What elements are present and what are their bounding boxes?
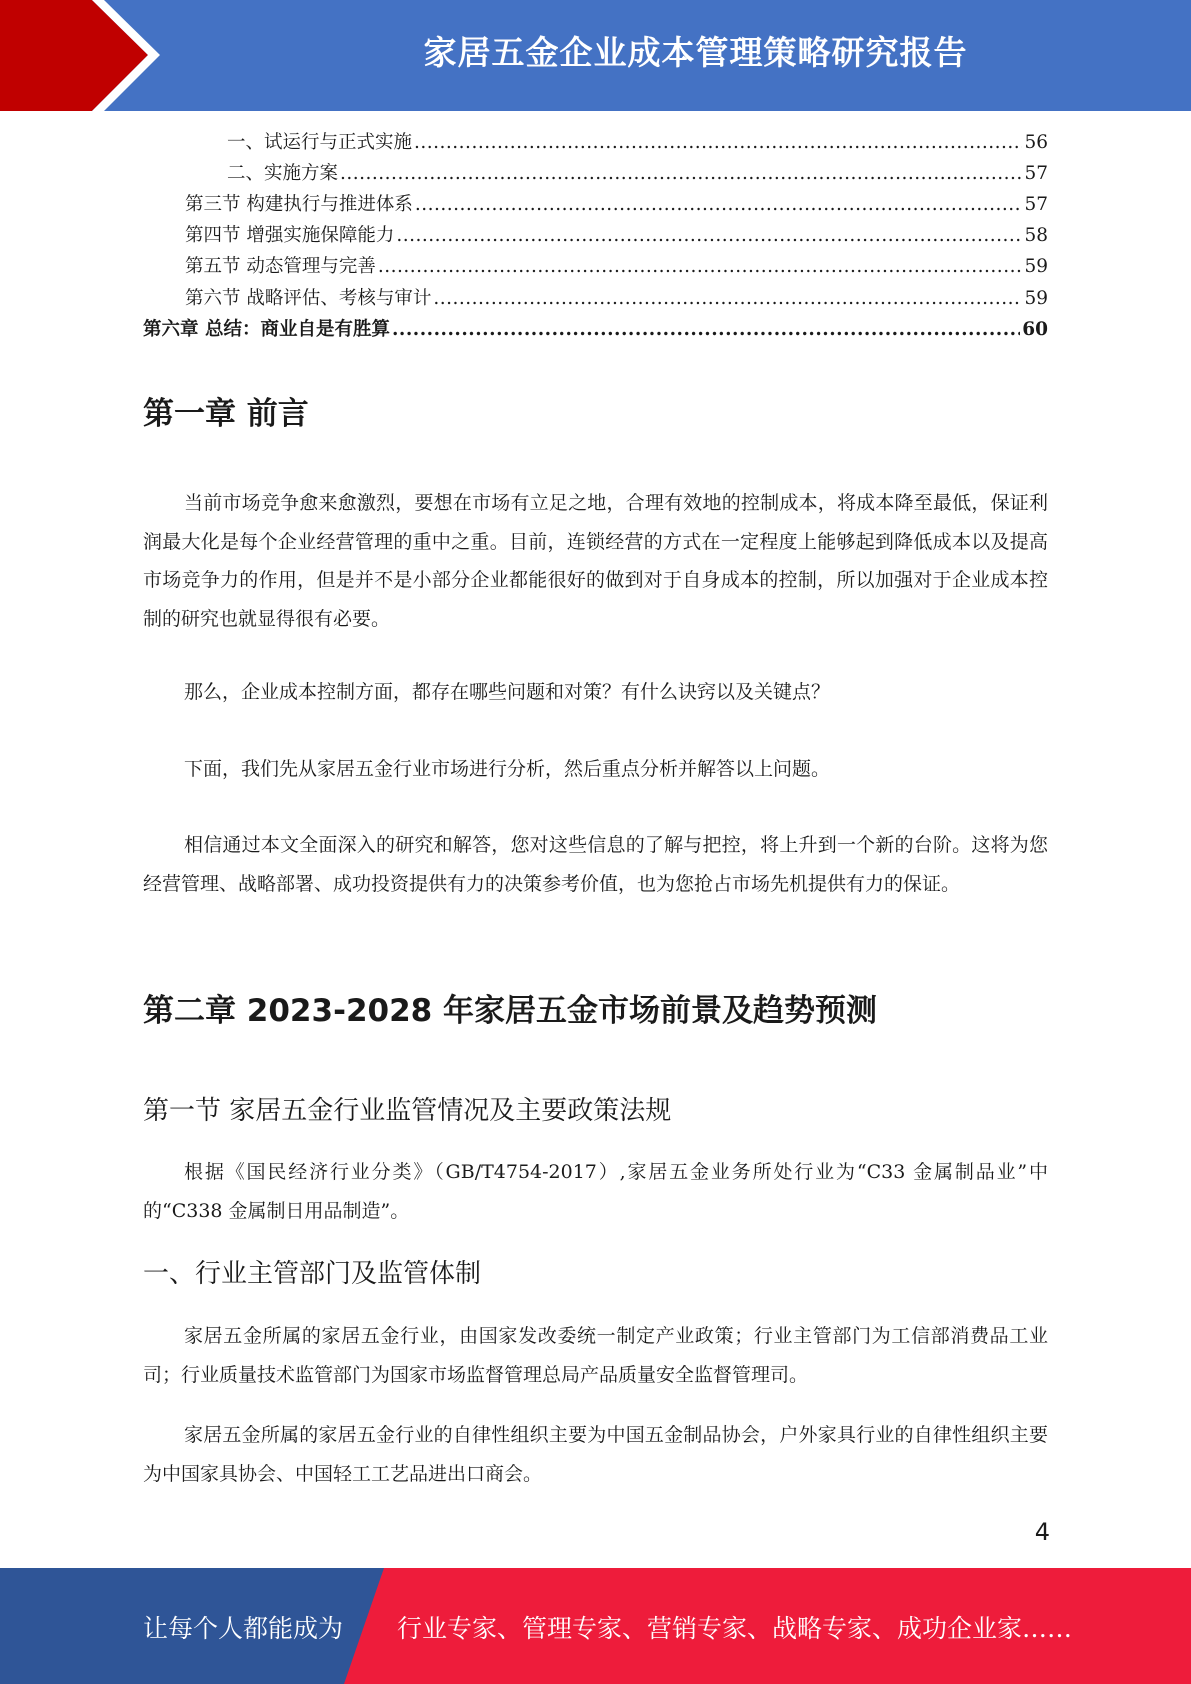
footer-slogan-right: 行业专家、管理专家、营销专家、战略专家、成功企业家……: [397, 1614, 1073, 1643]
header-title: 家居五金企业成本管理策略研究报告: [423, 33, 968, 72]
paragraph: 当前市场竞争愈来愈激烈，要想在市场有立足之地，合理有效地的控制成本，将成本降至最低，保证利润最大化是每个企业经营管理的重中之重。目前，连锁经营的方式在一定程度上能够起到降低成本以及提高市场竞争力的作用，但是并不是小部分企业都能很好的做到对于自身成本的控制，所以加强对于企业成本控制的研究也就显得很有必要。: [143, 492, 1048, 630]
toc-entry[interactable]: [143, 285, 1048, 313]
toc-entry-title: 第六章 总结：商业自是有胜算: [143, 319, 390, 340]
paragraph: 相信通过本文全面深入的研究和解答，您对这些信息的了解与把控，将上升到一个新的台阶。这将为您经营管理、战略部署、成功投资提供有力的决策参考价值，也为您抢占市场先机提供有力的保证。: [143, 834, 1048, 895]
toc-entry[interactable]: [143, 160, 1048, 188]
paragraph: 家居五金所属的家居五金行业的自律性组织主要为中国五金制品协会，户外家具行业的自律性组织主要为中国家具协会、中国轻工工艺品进出口商会。: [143, 1424, 1048, 1485]
footer-slogan-left: 让每个人都能成为: [143, 1614, 344, 1643]
toc-entry-title: 第五节 动态管理与完善: [185, 256, 376, 277]
toc-entry-page: 60: [1022, 319, 1048, 340]
toc-entry-page: 59: [1024, 256, 1048, 277]
chapter-heading: 第二章 2023-2028 年家居五金市场前景及趋势预测: [143, 993, 878, 1029]
page-number: 4: [1034, 1518, 1050, 1546]
page-header: [0, 0, 1191, 111]
toc-entry-title: 第四节 增强实施保障能力: [185, 225, 395, 246]
paragraph: 下面，我们先从家居五金行业市场进行分析，然后重点分析并解答以上问题。: [184, 758, 831, 780]
toc-entry[interactable]: [143, 129, 1048, 157]
toc-entry-page: 57: [1024, 163, 1048, 184]
section-heading: 第一节 家居五金行业监管情况及主要政策法规: [143, 1096, 672, 1126]
toc-entry[interactable]: [143, 222, 1048, 250]
chapter-heading: 第一章 前言: [143, 396, 309, 432]
subsection-heading: 一、行业主管部门及监管体制: [143, 1259, 482, 1289]
toc-entry[interactable]: [143, 253, 1048, 281]
toc-entry-title: 第三节 构建执行与推进体系: [185, 194, 413, 215]
paragraph: 那么，企业成本控制方面，都存在哪些问题和对策？有什么诀窍以及关键点？: [184, 681, 831, 703]
page-footer: [0, 1568, 1191, 1684]
toc-entry-page: 58: [1024, 225, 1048, 246]
toc-entry-title: 二、实施方案: [227, 163, 339, 184]
toc-entry[interactable]: [143, 191, 1048, 219]
paragraph: 根据《国民经济行业分类》（GB/T4754-2017）,家居五金业务所处行业为“C33 金属制品业”中的“C338 金属制日用品制造”。: [143, 1161, 1048, 1222]
paragraph: 家居五金所属的家居五金行业，由国家发改委统一制定产业政策；行业主管部门为工信部消费品工业司；行业质量技术监管部门为国家市场监督管理总局产品质量安全监督管理司。: [143, 1325, 1048, 1386]
toc-entry-page: 59: [1024, 288, 1048, 309]
toc-entry-title: 一、试运行与正式实施: [227, 132, 413, 153]
toc-entry-page: 57: [1024, 194, 1048, 215]
toc-entry-title: 第六节 战略评估、考核与审计: [185, 288, 432, 309]
toc-entry-page: 56: [1024, 132, 1048, 153]
toc-entry[interactable]: [143, 316, 1048, 344]
